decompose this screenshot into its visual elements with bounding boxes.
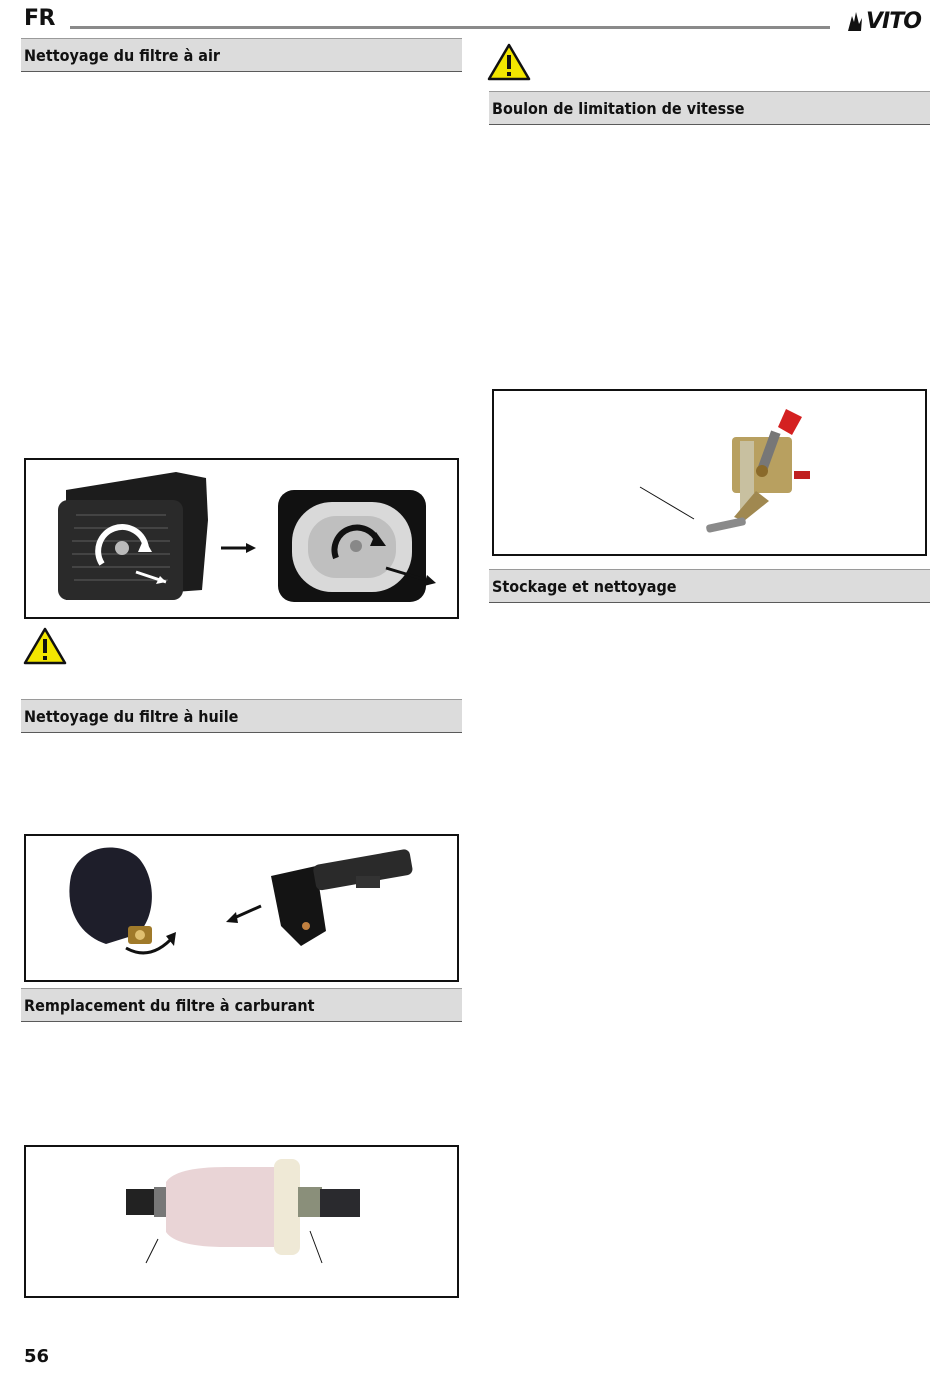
air-filter-figure	[24, 458, 459, 619]
language-code: FR	[24, 6, 55, 31]
page-number: 56	[24, 1346, 50, 1367]
section-title: Boulon de limitation de vitesse	[492, 99, 745, 118]
brand-logo	[846, 8, 921, 34]
section-heading-fuel-filter	[21, 988, 462, 1022]
section-heading-speed-bolt	[489, 91, 930, 125]
warning-triangle-icon	[487, 42, 531, 82]
fuel-filter-figure	[24, 1145, 459, 1298]
oil-filter-illustration	[26, 836, 457, 980]
oil-filter-figure	[24, 834, 459, 982]
brand-name: VITO	[866, 8, 921, 34]
section-title: Stockage et nettoyage	[492, 577, 677, 596]
section-title: Nettoyage du filtre à huile	[24, 707, 239, 726]
air-filter-illustration	[26, 460, 457, 617]
warning-triangle-icon	[23, 626, 67, 666]
speed-bolt-figure	[492, 389, 927, 556]
section-heading-air-filter	[21, 38, 462, 72]
section-heading-storage	[489, 569, 930, 603]
fuel-filter-illustration	[26, 1147, 457, 1296]
section-title: Remplacement du filtre à carburant	[24, 996, 315, 1015]
section-heading-oil-filter	[21, 699, 462, 733]
header-rule	[70, 26, 830, 29]
flame-logo-icon	[846, 10, 864, 32]
section-title: Nettoyage du filtre à air	[24, 46, 221, 65]
speed-bolt-illustration	[494, 391, 925, 554]
